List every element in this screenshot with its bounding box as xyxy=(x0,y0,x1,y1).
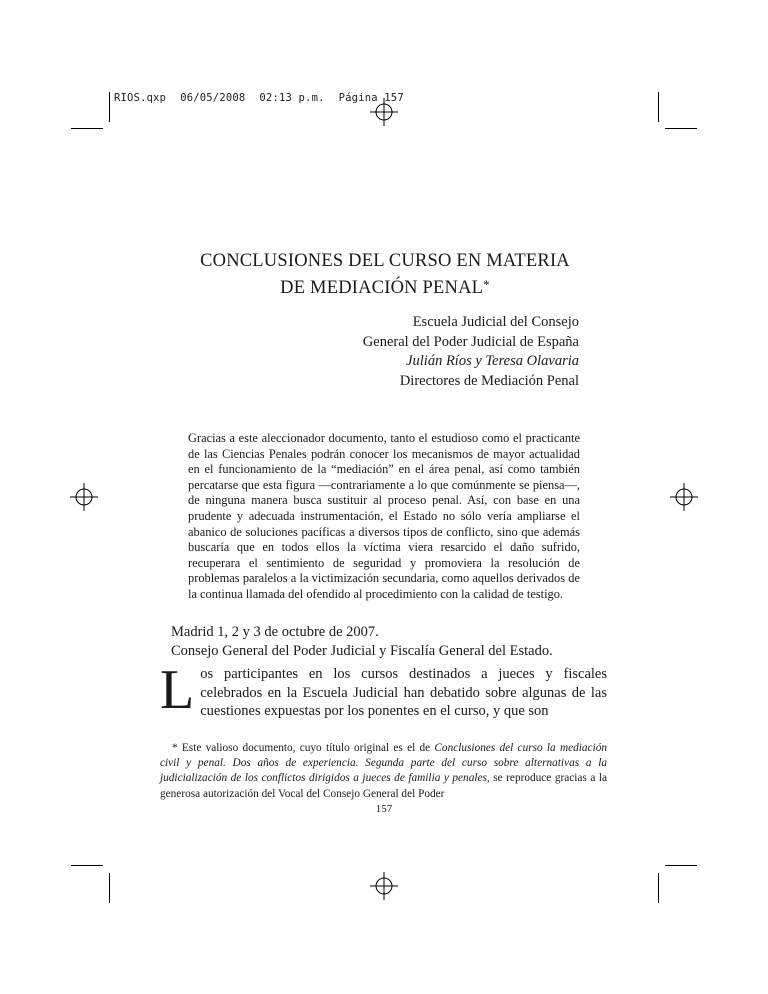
title-line-2-text: DE MEDIACIÓN PENAL xyxy=(280,278,484,298)
footnote xyxy=(160,741,607,802)
author-names: Julián Ríos y Teresa Olavaria xyxy=(406,353,579,369)
crop-mark-top-left-h xyxy=(71,128,103,129)
author-institution-line-2: General del Poder Judicial de España xyxy=(362,333,579,350)
registration-mark-top-icon xyxy=(370,98,398,126)
footnote-lead: * Este valioso documento, cuyo título original es el de xyxy=(172,742,435,754)
footnote-original-title: Conclusiones del curso la mediación civil y penal. Dos años de experiencia. Segunda parte del curso sobre alternativas a la judicialización de los conflictos dirigidos a jueces de familia y penales xyxy=(160,742,607,785)
crop-mark-top-right-v xyxy=(658,92,659,122)
registration-mark-left-icon xyxy=(70,483,98,511)
body-paragraph xyxy=(160,659,607,721)
registration-mark-right-icon xyxy=(670,483,698,511)
crop-mark-top-left-v xyxy=(109,92,110,122)
title-footnote-mark: * xyxy=(483,277,490,292)
slug-page: Página 157 xyxy=(338,92,404,104)
crop-mark-bottom-left-h xyxy=(71,865,103,866)
body-text: os participantes en los cursos destinados a jueces y fiscales celebrados en la Escuela Judicial han debatido sobre algunas de las cuestiones expuestas por los ponentes en el curso, y que son xyxy=(200,666,607,720)
footnote-rest: , se reproduce gracias a la generosa autorización del Vocal del Consejo General del Poder xyxy=(160,772,608,800)
page-number: 157 xyxy=(375,803,393,815)
intro-block xyxy=(171,623,553,661)
intro-organizers-line: Consejo General del Poder Judicial y Fiscalía General del Estado. xyxy=(171,643,553,659)
crop-mark-bottom-right-v xyxy=(658,873,659,903)
article-title xyxy=(150,250,620,300)
title-line-1: CONCLUSIONES DEL CURSO EN MATERIA xyxy=(200,251,570,271)
slug-time: 02:13 p.m. xyxy=(259,92,325,104)
abstract-paragraph: Gracias a este aleccionador documento, tanto el estudioso como el practicante de las Ciencias Penales podrán conocer los mecanismos de mayor actualidad en el funcionamiento de la “mediación” en el área penal, así como también percatarse que esta figura —contrariamente a lo que comúnmente se piensa—, de ninguna manera busca sustituir al proceso penal. Así, con base en una prudente y adecuada instrumentación, el Estado no sólo vería ampliarse el abanico de soluciones pacíficas a diversos tipos de conflicto, sino que además buscaría que en todos ellos la víctima viera resarcido el daño sufrido, recuperara el sentimiento de seguridad y promoviera la resolución de problemas paralelos a la victimización secundaria, como aquellos derivados de la continua llamada del ofendido al procedimiento con la calidad de testigo. xyxy=(188,431,580,601)
author-institution-line-1: Escuela Judicial del Consejo xyxy=(412,314,579,330)
registration-mark-bottom-icon xyxy=(370,872,398,900)
author-role: Directores de Mediación Penal xyxy=(399,372,579,389)
crop-mark-top-right-h xyxy=(665,128,697,129)
drop-cap: L xyxy=(160,659,195,721)
slug-date: 06/05/2008 xyxy=(180,92,246,104)
crop-mark-bottom-right-h xyxy=(665,865,697,866)
crop-mark-bottom-left-v xyxy=(109,873,110,903)
author-block xyxy=(363,313,579,391)
intro-date-line: Madrid 1, 2 y 3 de octubre de 2007. xyxy=(171,624,379,640)
slug-filename: RIOS.qxp xyxy=(114,92,167,104)
title-line-2 xyxy=(150,273,620,300)
